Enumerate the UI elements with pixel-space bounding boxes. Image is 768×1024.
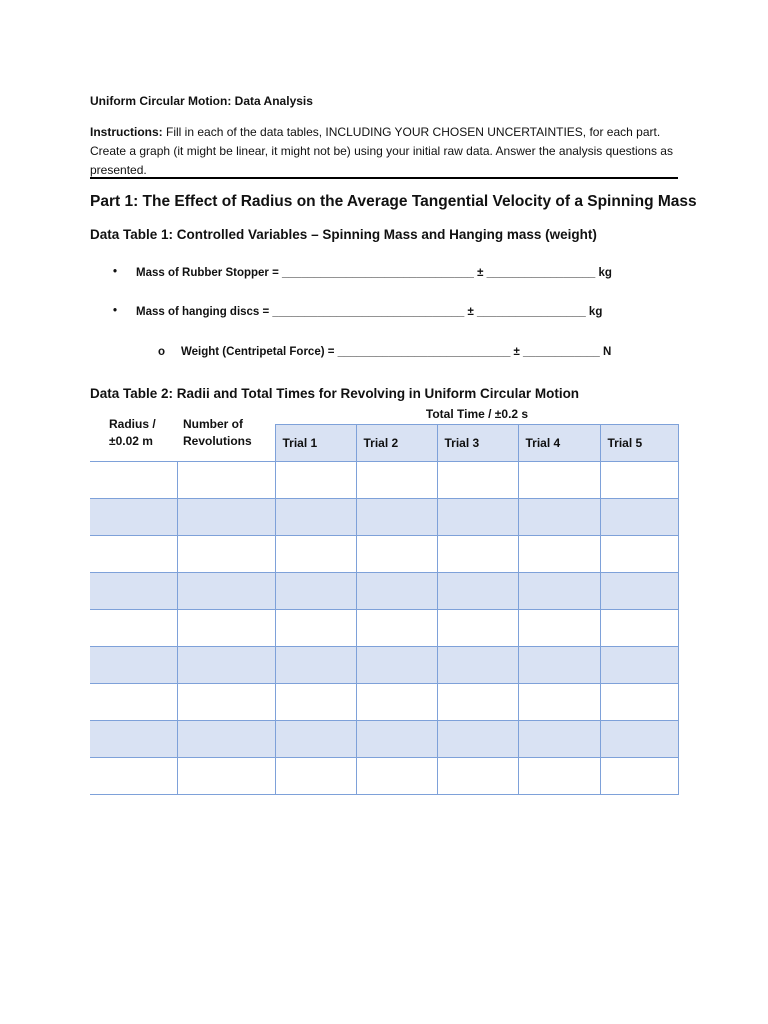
trial-5-cell[interactable] — [600, 499, 678, 536]
trial-5-cell[interactable] — [600, 536, 678, 573]
radius-cell[interactable] — [90, 684, 177, 721]
trial-1-cell[interactable] — [275, 573, 356, 610]
mass-stopper-line: Mass of Rubber Stopper = ______________________________ ± _________________ kg — [136, 267, 612, 279]
trial-1-cell[interactable] — [275, 647, 356, 684]
bullet-marker: • — [113, 266, 118, 278]
instructions-text: Fill in each of the data tables, INCLUDING YOUR CHOSEN UNCERTAINTIES, for each part. Create a graph (it might be linear, it might not be) using your initial raw data. Answer the analysis questions as presented. — [90, 125, 673, 177]
table-row — [90, 462, 678, 499]
trial-5-cell[interactable] — [600, 647, 678, 684]
trial-4-cell[interactable] — [518, 647, 600, 684]
trial-2-cell[interactable] — [356, 647, 437, 684]
table-row — [90, 684, 678, 721]
revolutions-cell[interactable] — [177, 758, 275, 795]
header-cell-blank — [177, 425, 275, 462]
instructions-label: Instructions: — [90, 125, 163, 139]
trial-3-cell[interactable] — [437, 573, 518, 610]
revolutions-cell[interactable] — [177, 499, 275, 536]
radius-header-line1: Radius / — [109, 417, 156, 431]
revolutions-header-line2: Revolutions — [183, 434, 252, 448]
trial-5-cell[interactable] — [600, 721, 678, 758]
trial-4-cell[interactable] — [518, 462, 600, 499]
trial-1-cell[interactable] — [275, 721, 356, 758]
trial-5-cell[interactable] — [600, 462, 678, 499]
trial-2-cell[interactable] — [356, 721, 437, 758]
trial-3-cell[interactable] — [437, 610, 518, 647]
trial-2-cell[interactable] — [356, 573, 437, 610]
trial-5-cell[interactable] — [600, 684, 678, 721]
radius-cell[interactable] — [90, 573, 177, 610]
part1-heading: Part 1: The Effect of Radius on the Average Tangential Velocity of a Spinning Mass — [90, 193, 697, 210]
trial-4-cell[interactable] — [518, 536, 600, 573]
table1-heading: Data Table 1: Controlled Variables – Spinning Mass and Hanging mass (weight) — [90, 227, 597, 242]
table-row — [90, 573, 678, 610]
trial-2-cell[interactable] — [356, 684, 437, 721]
trial-2-cell[interactable] — [356, 758, 437, 795]
trial-2-cell[interactable] — [356, 499, 437, 536]
trial-4-cell[interactable] — [518, 499, 600, 536]
trial-4-cell[interactable] — [518, 721, 600, 758]
trial-2-header: Trial 2 — [356, 425, 437, 462]
trial-3-cell[interactable] — [437, 462, 518, 499]
trial-5-cell[interactable] — [600, 758, 678, 795]
trial-1-cell[interactable] — [275, 462, 356, 499]
radius-cell[interactable] — [90, 758, 177, 795]
revolutions-cell[interactable] — [177, 721, 275, 758]
radius-cell[interactable] — [90, 721, 177, 758]
trial-3-cell[interactable] — [437, 684, 518, 721]
trial-2-cell[interactable] — [356, 536, 437, 573]
revolutions-header-line1: Number of — [183, 417, 243, 431]
revolutions-cell[interactable] — [177, 536, 275, 573]
trial-1-cell[interactable] — [275, 499, 356, 536]
horizontal-rule — [90, 177, 678, 179]
trial-3-cell[interactable] — [437, 647, 518, 684]
revolutions-cell[interactable] — [177, 610, 275, 647]
table-row — [90, 499, 678, 536]
table-row — [90, 721, 678, 758]
trial-3-cell[interactable] — [437, 758, 518, 795]
revolutions-cell[interactable] — [177, 684, 275, 721]
trial-1-cell[interactable] — [275, 536, 356, 573]
trial-1-cell[interactable] — [275, 758, 356, 795]
data-table-2 — [90, 424, 679, 795]
trial-1-header: Trial 1 — [275, 425, 356, 462]
trial-5-cell[interactable] — [600, 610, 678, 647]
radius-cell[interactable] — [90, 499, 177, 536]
table-header-row — [90, 425, 678, 462]
trial-4-cell[interactable] — [518, 758, 600, 795]
trial-4-cell[interactable] — [518, 684, 600, 721]
table-row — [90, 758, 678, 795]
trial-3-cell[interactable] — [437, 721, 518, 758]
bullet-marker: • — [113, 305, 118, 317]
radius-cell[interactable] — [90, 610, 177, 647]
table-row — [90, 647, 678, 684]
table-row — [90, 610, 678, 647]
revolutions-cell[interactable] — [177, 462, 275, 499]
radius-header-line2: ±0.02 m — [109, 434, 153, 448]
trial-5-cell[interactable] — [600, 573, 678, 610]
weight-line: Weight (Centripetal Force) = ___________________________ ± ____________ N — [181, 346, 612, 358]
radius-cell[interactable] — [90, 536, 177, 573]
document-title: Uniform Circular Motion: Data Analysis — [90, 94, 313, 108]
radius-cell[interactable] — [90, 462, 177, 499]
table2-heading: Data Table 2: Radii and Total Times for Revolving in Uniform Circular Motion — [90, 386, 580, 401]
radius-cell[interactable] — [90, 647, 177, 684]
trial-3-header: Trial 3 — [437, 425, 518, 462]
table-row — [90, 536, 678, 573]
revolutions-cell[interactable] — [177, 647, 275, 684]
total-time-header: Total Time / ±0.2 s — [425, 407, 529, 421]
trial-4-cell[interactable] — [518, 610, 600, 647]
trial-5-header: Trial 5 — [600, 425, 678, 462]
trial-3-cell[interactable] — [437, 536, 518, 573]
trial-1-cell[interactable] — [275, 684, 356, 721]
trial-3-cell[interactable] — [437, 499, 518, 536]
trial-2-cell[interactable] — [356, 610, 437, 647]
revolutions-cell[interactable] — [177, 573, 275, 610]
sub-bullet-marker: o — [158, 346, 166, 358]
trial-2-cell[interactable] — [356, 462, 437, 499]
instructions-paragraph — [90, 123, 680, 180]
header-cell-blank — [90, 425, 177, 462]
trial-4-header: Trial 4 — [518, 425, 600, 462]
trial-4-cell[interactable] — [518, 573, 600, 610]
mass-discs-line: Mass of hanging discs = ______________________________ ± _________________ kg — [136, 306, 603, 318]
trial-1-cell[interactable] — [275, 610, 356, 647]
